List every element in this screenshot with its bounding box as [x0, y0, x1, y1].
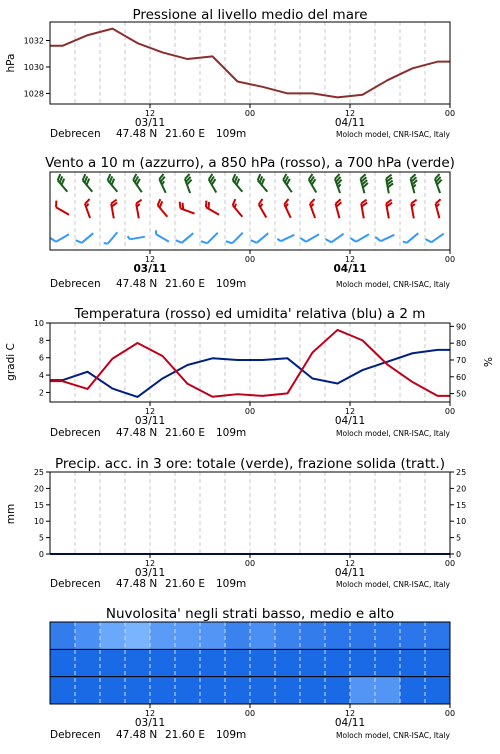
precip-title: Precip. acc. in 3 ore: totale (verde), frazione solida (tratt.) [55, 456, 445, 472]
cloud-cell-alto [425, 622, 451, 650]
cloud-cell-medio [175, 649, 201, 677]
cloud-cell-medio [400, 649, 426, 677]
pressure-y-tick-label: 1030 [23, 62, 44, 72]
precip-station-lon: 21.60 E [165, 578, 206, 590]
pressure-station-lon: 21.60 E [165, 128, 206, 140]
cloud-cell-basso [125, 677, 151, 705]
cloud-cell-medio [425, 649, 451, 677]
pressure-y-tick-label: 1032 [23, 36, 44, 46]
cloud-cell-alto [275, 622, 301, 650]
pressure-plot-area [50, 22, 450, 104]
temp-right-y-label: % [483, 357, 495, 367]
cloud-cell-alto [50, 622, 76, 650]
precip-y-tick-label: 20 [33, 484, 44, 494]
precip-model-credit: Moloch model, CNR-ISAC, Italy [336, 580, 450, 589]
cloud-cell-basso [150, 677, 176, 705]
precip-y-tick-label: 0 [38, 550, 44, 559]
cloud-cell-alto [375, 622, 401, 650]
temp-y-tick-label-right: 60 [456, 372, 467, 382]
cloud-cell-medio [250, 649, 276, 677]
precip-y-tick-label-right: 20 [456, 484, 467, 494]
cloud-date-label: 04/11 [334, 717, 366, 729]
pressure-y-tick-label: 1028 [23, 89, 44, 99]
temp-y-tick-label: 8 [38, 336, 44, 346]
pressure-x-tick-label: 00 [244, 109, 256, 118]
temp-station-lon: 21.60 E [165, 427, 206, 439]
cloud-cell-basso [325, 677, 351, 705]
temp-y-tick-label: 6 [38, 353, 44, 363]
temp-y-tick-label: 2 [38, 388, 44, 398]
cloud-cell-alto [200, 622, 226, 650]
cloud-cell-alto [175, 622, 201, 650]
cloud-cell-basso [425, 677, 451, 705]
temp-x-tick-label: 00 [244, 407, 256, 416]
cloud-cell-basso [250, 677, 276, 705]
cloud-cell-medio [200, 649, 226, 677]
cloud-cell-alto [75, 622, 101, 650]
cloud-date-label: 03/11 [134, 717, 166, 729]
cloud-cell-medio [75, 649, 101, 677]
cloud-cell-medio [50, 649, 76, 677]
precip-station-alt: 109m [216, 578, 247, 590]
pressure-station-lat: 47.48 N [116, 128, 158, 140]
temp-station-alt: 109m [216, 427, 247, 439]
pressure-date-label: 04/11 [334, 117, 366, 129]
precip-x-tick-label: 12 [344, 559, 356, 568]
precip-y-tick-label-right: 15 [456, 500, 467, 510]
cloud-cell-alto [325, 622, 351, 650]
temp-y-tick-label: 4 [38, 371, 44, 381]
precip-station-name: Debrecen [50, 578, 101, 590]
precip-y-tick-label-right: 5 [456, 533, 462, 543]
cloud-cell-alto [350, 622, 376, 650]
cloud-cell-basso [275, 677, 301, 705]
temp-date-label: 04/11 [334, 415, 366, 427]
cloud-station-lat: 47.48 N [116, 729, 158, 741]
pressure-station-name: Debrecen [50, 128, 101, 140]
cloud-x-tick-label: 00 [444, 709, 456, 718]
precip-date-label: 03/11 [134, 567, 166, 579]
precip-y-tick-label-right: 0 [456, 550, 462, 559]
cloud-cell-basso [400, 677, 426, 705]
temp-model-credit: Moloch model, CNR-ISAC, Italy [336, 429, 450, 438]
cloud-cell-medio [100, 649, 126, 677]
cloud-station-name: Debrecen [50, 729, 101, 741]
temp-station-lat: 47.48 N [116, 427, 158, 439]
precip-y-tick-label-right: 25 [456, 468, 467, 477]
cloud-cell-basso [350, 677, 376, 705]
precip-y-tick-label: 5 [38, 533, 44, 543]
cloud-cell-medio [225, 649, 251, 677]
cloud-cell-basso [225, 677, 251, 705]
wind-station-lon: 21.60 E [165, 278, 206, 290]
cloud-x-tick-label: 12 [344, 709, 356, 718]
wind-date-label: 03/11 [133, 263, 167, 275]
precip-x-tick-label: 12 [144, 559, 156, 568]
cloud-cell-basso [300, 677, 326, 705]
cloud-cell-basso [100, 677, 126, 705]
cloud-cell-basso [75, 677, 101, 705]
cloud-cell-medio [275, 649, 301, 677]
cloud-cell-alto [100, 622, 126, 650]
cloud-cell-alto [250, 622, 276, 650]
cloud-cell-medio [150, 649, 176, 677]
precip-y-tick-label: 15 [33, 500, 44, 510]
precip-date-label: 04/11 [334, 567, 366, 579]
cloud-cell-basso [375, 677, 401, 705]
pressure-x-tick-label: 12 [344, 109, 356, 118]
pressure-date-label: 03/11 [134, 117, 166, 129]
cloud-cell-basso [200, 677, 226, 705]
temp-y-label: gradi C [5, 343, 17, 381]
cloud-x-tick-label: 12 [144, 709, 156, 718]
temp-station-name: Debrecen [50, 427, 101, 439]
cloud-station-lon: 21.60 E [165, 729, 206, 741]
pressure-y-label: hPa [5, 53, 17, 73]
cloud-cell-basso [50, 677, 76, 705]
wind-model-credit: Moloch model, CNR-ISAC, Italy [336, 280, 450, 289]
cloud-cell-basso [175, 677, 201, 705]
cloud-cell-medio [375, 649, 401, 677]
wind-x-tick-label: 12 [144, 255, 156, 264]
precip-y-tick-label: 10 [33, 517, 44, 527]
cloud-title: Nuvolosita' negli strati basso, medio e alto [105, 606, 395, 622]
wind-station-name: Debrecen [50, 278, 101, 290]
cloud-cell-medio [350, 649, 376, 677]
cloud-cell-medio [300, 649, 326, 677]
temp-y-tick-label-right: 50 [456, 389, 467, 399]
precip-plot-area [50, 472, 450, 554]
temp-x-tick-label: 12 [144, 407, 156, 416]
temp-date-label: 03/11 [134, 415, 166, 427]
temp-x-tick-label: 12 [344, 407, 356, 416]
pressure-x-tick-label: 12 [144, 109, 156, 118]
temp-title: Temperatura (rosso) ed umidita' relativa (blu) a 2 m [74, 306, 426, 322]
precip-station-lat: 47.48 N [116, 578, 158, 590]
wind-station-lat: 47.48 N [116, 278, 158, 290]
temp-x-tick-label: 00 [444, 407, 456, 416]
precip-y-label: mm [5, 503, 17, 525]
cloud-cell-alto [400, 622, 426, 650]
cloud-cell-medio [125, 649, 151, 677]
wind-date-label: 04/11 [333, 263, 367, 275]
temp-y-tick-label: 10 [33, 319, 44, 328]
wind-x-tick-label: 00 [444, 255, 456, 264]
precip-y-tick-label: 25 [33, 468, 44, 477]
pressure-title: Pressione al livello medio del mare [132, 7, 368, 23]
precip-x-tick-label: 00 [444, 559, 456, 568]
temp-y-tick-label-right: 90 [456, 322, 467, 332]
pressure-station-alt: 109m [216, 128, 247, 140]
pressure-model-credit: Moloch model, CNR-ISAC, Italy [336, 130, 450, 139]
wind-x-tick-label: 12 [344, 255, 356, 264]
cloud-cell-alto [150, 622, 176, 650]
precip-y-tick-label-right: 10 [456, 517, 467, 527]
cloud-model-credit: Moloch model, CNR-ISAC, Italy [336, 731, 450, 740]
temp-y-tick-label-right: 80 [456, 339, 467, 349]
cloud-cell-alto [300, 622, 326, 650]
cloud-station-alt: 109m [216, 729, 247, 741]
cloud-cell-alto [125, 622, 151, 650]
wind-station-alt: 109m [216, 278, 247, 290]
precip-x-tick-label: 00 [244, 559, 256, 568]
pressure-x-tick-label: 00 [444, 109, 456, 118]
cloud-cell-alto [225, 622, 251, 650]
temp-y-tick-label-right: 70 [456, 355, 467, 365]
wind-title: Vento a 10 m (azzurro), a 850 hPa (rosso), a 700 hPa (verde) [45, 155, 455, 171]
cloud-x-tick-label: 00 [244, 709, 256, 718]
cloud-cell-medio [325, 649, 351, 677]
wind-x-tick-label: 00 [244, 255, 256, 264]
